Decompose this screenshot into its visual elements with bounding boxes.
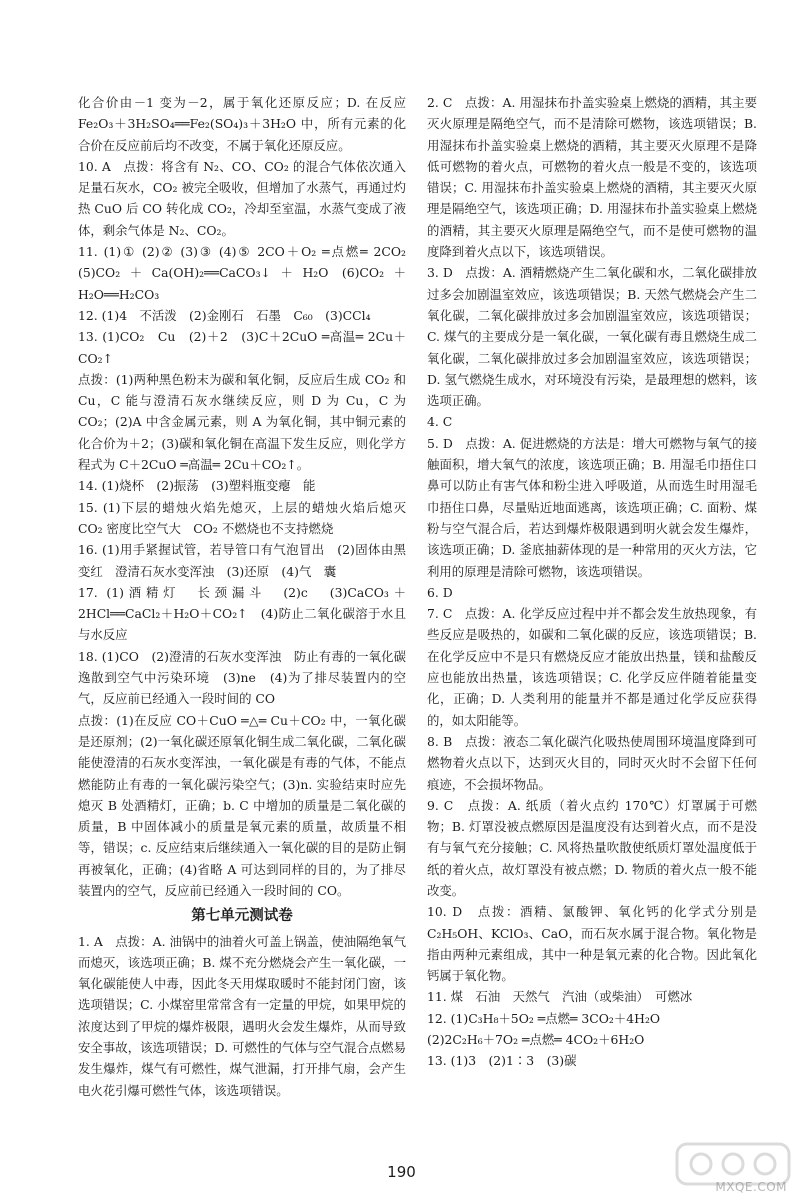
- left-paragraph: 18. (1)CO (2)澄清的石灰水变浑浊 防止有毒的一氧化碳逸散到空气中污染环境 (3)ne (4)为了排尽装置内的空气，反应前已经通入一段时间的 CO: [78, 648, 406, 707]
- left-paragraph: 15. (1)下层的蜡烛火焰先熄灭，上层的蜡烛火焰后熄灭 CO₂ 密度比空气大 CO₂ 不燃烧也不支持燃烧: [78, 499, 419, 536]
- left-paragraph: 10. A 点拨：将含有 N₂、CO、CO₂ 的混合气体依次通入足量石灰水，CO₂ 被完全吸收，但增加了水蒸气，再通过灼热 CuO 后 CO 转化成 CO₂，冷却至室温，水蒸气变成了液体，剩余气体是 N₂、CO₂。: [78, 158, 406, 238]
- left-paragraph: 11. (1)① (2)② (3)③ (4)⑤ 2CO＋O₂ ═点燃═ 2CO₂ (5)CO₂＋Ca(OH)₂══CaCO₃↓＋H₂O (6)CO₂＋H₂O══H₂CO₃: [78, 244, 406, 302]
- left-paragraph: 点拨：(1)在反应 CO＋CuO ═△═ Cu＋CO₂ 中，一氧化碳是还原剂；(2)一氧化碳还原氧化铜生成二氧化碳，二氧化碳能使澄清的石灰水变浑浊，一氧化碳是有毒的气体，不能点燃能防止有毒的一氧化碳污染空气；(3)n. 实验结束时应先熄灭 B 处酒精灯，正确；b. C 中增加的质量是二氧化碳的质量，B 中固体减小的质量是氧元素的质量，故质量不相等，错误；c. 反应结束后继续通入一氧化碳的目的是防止铜再被氧化，正确；(4)省略 A 可达到同样的目的，为了排尽装置内的空气，反应前已经通入一段时间的 CO。: [78, 712, 406, 898]
- watermark-url: MXQE.COM: [715, 1180, 787, 1194]
- right-paragraph: 5. D 点拨：A. 促进燃烧的方法是：增大可燃物与氧气的接触面积，增大氧气的浓度，该选项正确；B. 用湿毛巾捂住口鼻可以防止有害气体和粉尘进入呼吸道，从而选生时用湿毛巾捂住口鼻，尽量贴近地面逃离，该选项正确；C. 面粉、煤粉与空气混合后，若达到爆炸极限遇到明火就会发生爆炸，该选项正确；D. 釜底抽薪体现的是一种常用的灭火方法，它利用的原理是清除可燃物，该选项错误。: [427, 435, 757, 579]
- right-paragraph: 9. C 点拨：A. 纸质（着火点约 170℃）灯罩属于可燃物；B. 灯罩没被点燃原因是温度没有达到着火点，而不是没有与氧气充分接触；C. 风将热量吹散使纸质灯罩处温度低于纸的着火点，故灯罩没有被点燃；D. 物质的着火点一般不能改变。: [427, 797, 757, 898]
- right-paragraph: 12. (1)C₃H₈＋5O₂ ═点燃═ 3CO₂＋4H₂O: [427, 1010, 661, 1026]
- right-paragraph: 6. D: [427, 584, 453, 600]
- right-paragraph: 3. D 点拨：A. 酒精燃烧产生二氧化碳和水，二氧化碳排放过多会加剧温室效应，该选项错误；B. 天然气燃烧会产生二氧化碳，二氧化碳排放过多会加剧温室效应，该选项错误；C. 煤气的主要成分是一氧化碳，一氧化碳有毒且燃烧生成二氧化碳，二氧化碳排放过多会加剧温室效应，该选项错误；D. 氢气燃烧生成水，对环境没有污染，是最理想的燃料，该选项正确。: [427, 265, 757, 409]
- left-column: [78, 92, 419, 1101]
- right-column: [427, 92, 757, 1072]
- section-title: 第七单元测试卷: [191, 908, 293, 925]
- left-paragraph: 14. (1)烧杯 (2)振荡 (3)塑料瓶变瘪 能: [78, 478, 316, 494]
- left-paragraph: 13. (1)CO₂ Cu (2)＋2 (3)C＋2CuO ═高温═ 2Cu＋CO₂↑: [78, 329, 406, 366]
- right-paragraph: 7. C 点拨：A. 化学反应过程中并不都会发生放热现象，有些反应是吸热的，如碳和二氧化碳的反应，该选项错误；B. 在化学反应中不是只有燃烧反应才能放出热量，镁和盐酸反应也能放出热量，该选项错误；C. 化学反应伴随着能量变化，正确；D. 人类利用的能量并不都是通过化学反应获得的，如太阳能等。: [427, 606, 757, 728]
- left-paragraph: 16. (1)用手紧握试管，若导管口有气泡冒出 (2)固体由黑变红 澄清石灰水变浑浊 (3)还原 (4)气 囊: [78, 542, 406, 579]
- right-paragraph: 2. C 点拨：A. 用湿抹布扑盖实验桌上燃烧的酒精，其主要灭火原理是隔绝空气，而不是清除可燃物，该选项错误；B. 用湿抹布扑盖实验桌上燃烧的酒精，其主要灭火原理不是降低可燃物的着火点，可燃物的着火点一般是不变的，该选项错误；C. 用湿抹布扑盖实验桌上燃烧的酒精，其主要灭火原理是隔绝空气，该选项正确；D. 用湿抹布扑盖实验桌上燃烧的酒精，其主要灭火原理是隔绝空气，而不是使可燃物的温度降到着火点以下，该选项错误。: [427, 95, 757, 260]
- right-paragraph: 11. 煤 石油 天然气 汽油（或柴油） 可燃冰: [427, 989, 693, 1005]
- left-paragraph: 1. A 点拨：A. 油锅中的油着火可盖上锅盖，使油隔绝氧气而熄灭，该选项正确；B. 煤不充分燃烧会产生一氧化碳，一氧化碳能使人中毒，因此冬天用煤取暖时不能封闭门窗，该选项错误；C. 小煤窑里常常含有一定量的甲烷，如果甲烷的浓度达到了甲烷的爆炸极限，遇明火会发生爆炸，从而导致安全事故，该选项错误；D. 可燃性的气体与空气混合点燃易发生爆炸，煤气有可燃性，煤气泄漏，打开排气扇，会产生电火花引爆可燃性气体，该选项错误。: [78, 933, 406, 1098]
- page-number: 190: [387, 1163, 416, 1181]
- left-paragraph: 化合价由－1 变为－2，属于氧化还原反应；D. 在反应 Fe₂O₃＋3H₂SO₄══Fe₂(SO₄)₃＋3H₂O 中，所有元素的化合价在反应前后均不改变，不属于氧化还原反应。: [78, 95, 406, 153]
- right-paragraph: 10. D 点拨：酒精、氯酸钾、氧化钙的化学式分别是 C₂H₅OH、KClO₃、CaO，而石灰水属于混合物。氧化物是指由两种元素组成，其中一种是氧元素的化合物。因此氧化钙属于氧化物。: [427, 904, 757, 984]
- right-paragraph: 4. C: [427, 414, 453, 430]
- left-paragraph: 17. (1)酒精灯 长颈漏斗 (2)c (3)CaCO₃＋2HCl══CaCl₂＋H₂O＋CO₂↑ (4)防止二氧化碳溶于水且与水反应: [78, 584, 406, 643]
- right-paragraph: 8. B 点拨：液态二氧化碳汽化吸热使周围环境温度降到可燃物着火点以下，达到灭火目的，同时灭火时不会留下任何痕迹，不会损坏物品。: [427, 733, 757, 792]
- right-paragraph: (2)2C₂H₆＋7O₂ ═点燃═ 4CO₂＋6H₂O: [427, 1032, 645, 1048]
- right-paragraph: 13. (1)3 (2)1∶3 (3)碳: [427, 1053, 577, 1069]
- left-paragraph: 点拨：(1)两种黑色粉末为碳和氧化铜，反应后生成 CO₂ 和 Cu，C 能与澄清石灰水继续反应，则 D 为 Cu，C 为 CO₂；(2)A 中含金属元素，则 A 为氧化铜，其中铜元素的化合价为＋2；(3)碳和氧化铜在高温下发生反应，则化学方程式为 C＋2CuO ═高温═ 2Cu＋CO₂↑。: [78, 371, 406, 473]
- left-paragraph: 12. (1)4 不活泼 (2)金刚石 石墨 C₆₀ (3)CCl₄: [78, 307, 371, 323]
